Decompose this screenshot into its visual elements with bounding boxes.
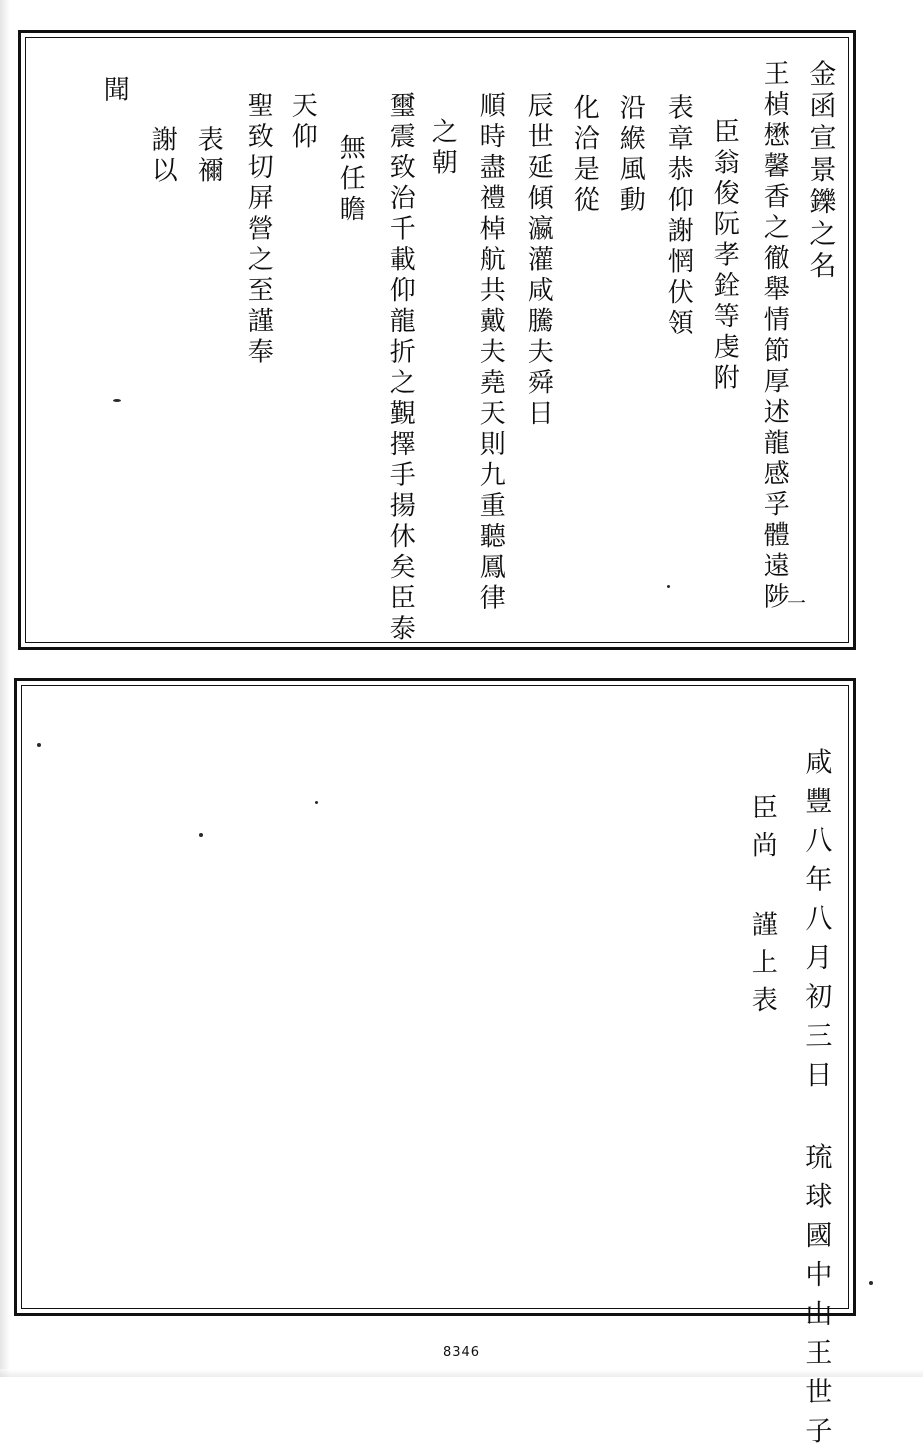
text-column: 金函宣景鑠之名 [804,58,835,284]
text-column: 化洽是從 [569,92,599,217]
scan-edge-shadow-left [0,0,10,1377]
text-column: 臣翁俊阮孝銓等虔附 [709,116,739,395]
scan-speck [199,833,203,837]
memorial-text-panel [18,30,856,650]
scan-edge-shadow-bottom [0,1369,923,1377]
text-column: 天仰 [287,90,317,154]
scan-speck [113,399,121,402]
text-column: 王楨懋馨香之徹舉情節厚述龍感孚體遠陟 [759,58,789,614]
scan-speck [667,585,670,588]
signature-column: 臣尚 謹上表 [747,792,777,1024]
text-column: 聞 [99,74,129,107]
text-column: 聖致切屏營之至謹奉 [243,90,273,369]
text-column: 辰世延傾瀛灌咸騰夫舜日 [523,90,553,430]
page-number-mark: 一 [784,593,806,612]
date-column: 咸豐八年八月初三日 琉球國中山王世子 [800,746,831,1456]
panel-inner-border [21,685,849,1309]
folio-number: 8346 [442,1345,481,1360]
scan-speck [869,1281,873,1285]
text-column: 沿緱風動 [615,92,645,217]
scan-speck [37,743,41,747]
scan-speck [315,801,318,804]
text-column: 順時盡禮棹航共戴夫堯天則九重聽鳳律 [475,90,505,615]
text-column: 表禰 [193,124,223,188]
text-column: 無任瞻 [335,132,365,226]
text-column: 之朝 [427,116,457,180]
text-column: 謝以 [147,124,177,188]
text-column: 表章恭仰謝惘伏領 [663,92,693,340]
text-column: 璽震致治千載仰龍折之覲擇手揚休矣臣泰 [385,90,415,646]
